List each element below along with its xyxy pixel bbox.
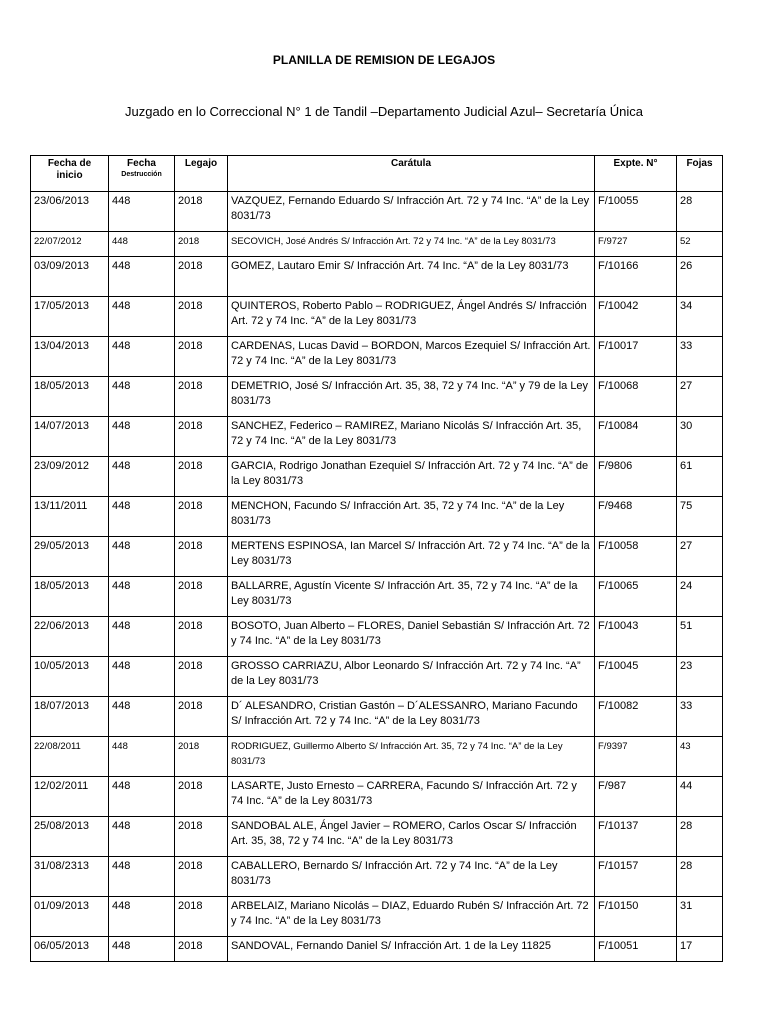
table-row — [31, 232, 723, 257]
table-row — [31, 817, 723, 857]
cell-expte: F/9468 — [595, 497, 677, 537]
cell-caratula: CARDENAS, Lucas David – BORDON, Marcos Ezequiel S/ Infracción Art. 72 y 74 Inc. “A” de la Ley 8031/73 — [228, 337, 595, 377]
header-fecha-destruccion — [109, 156, 175, 192]
table-row — [31, 257, 723, 297]
cell-legajo: 2018 — [175, 817, 228, 857]
cell-fecha-inicio: 25/08/2013 — [31, 817, 109, 857]
cell-legajo: 2018 — [175, 232, 228, 257]
cell-caratula: LASARTE, Justo Ernesto – CARRERA, Facundo S/ Infracción Art. 72 y 74 Inc. “A” de la Ley 8031/73 — [228, 777, 595, 817]
cell-destruccion: 448 — [109, 537, 175, 577]
cell-fojas: 28 — [677, 192, 723, 232]
cell-fecha-inicio: 14/07/2013 — [31, 417, 109, 457]
cell-caratula: MENCHON, Facundo S/ Infracción Art. 35, 72 y 74 Inc. “A” de la Ley 8031/73 — [228, 497, 595, 537]
cell-fecha-inicio: 01/09/2013 — [31, 897, 109, 937]
cell-expte: F/10082 — [595, 697, 677, 737]
cell-fojas: 52 — [677, 232, 723, 257]
table-row — [31, 457, 723, 497]
cell-fojas: 17 — [677, 937, 723, 962]
cell-expte: F/10051 — [595, 937, 677, 962]
cell-expte: F/9727 — [595, 232, 677, 257]
cell-expte: F/10084 — [595, 417, 677, 457]
cell-legajo: 2018 — [175, 657, 228, 697]
cell-fecha-inicio: 13/04/2013 — [31, 337, 109, 377]
cell-expte: F/10043 — [595, 617, 677, 657]
cell-destruccion: 448 — [109, 457, 175, 497]
cell-legajo: 2018 — [175, 417, 228, 457]
cell-caratula: SANCHEZ, Federico – RAMIREZ, Mariano Nicolás S/ Infracción Art. 35, 72 y 74 Inc. “A” de la Ley 8031/73 — [228, 417, 595, 457]
cell-fojas: 33 — [677, 337, 723, 377]
cell-destruccion: 448 — [109, 897, 175, 937]
cell-legajo: 2018 — [175, 192, 228, 232]
cell-destruccion: 448 — [109, 297, 175, 337]
cell-fecha-inicio: 13/11/2011 — [31, 497, 109, 537]
cell-legajo: 2018 — [175, 337, 228, 377]
cell-fecha-inicio: 18/07/2013 — [31, 697, 109, 737]
cell-fecha-inicio: 22/08/2011 — [31, 737, 109, 777]
cell-caratula: GARCIA, Rodrigo Jonathan Ezequiel S/ Infracción Art. 72 y 74 Inc. “A” de la Ley 8031/73 — [228, 457, 595, 497]
cell-destruccion: 448 — [109, 417, 175, 457]
table-row — [31, 497, 723, 537]
table-row — [31, 337, 723, 377]
cell-legajo: 2018 — [175, 577, 228, 617]
cell-expte: F/10042 — [595, 297, 677, 337]
cell-fecha-inicio: 31/08/2313 — [31, 857, 109, 897]
cell-expte: F/9806 — [595, 457, 677, 497]
cell-legajo: 2018 — [175, 257, 228, 297]
page-subtitle: Juzgado en lo Correccional N° 1 de Tandil –Departamento Judicial Azul– Secretaría Única — [124, 104, 644, 119]
table-row — [31, 937, 723, 962]
cell-expte: F/987 — [595, 777, 677, 817]
table-body — [31, 192, 723, 962]
cell-fojas: 26 — [677, 257, 723, 297]
cell-caratula: GOMEZ, Lautaro Emir S/ Infracción Art. 74 Inc. “A” de la Ley 8031/73 — [228, 257, 595, 297]
cell-fojas: 51 — [677, 617, 723, 657]
cell-destruccion: 448 — [109, 817, 175, 857]
cell-fojas: 28 — [677, 817, 723, 857]
cell-destruccion: 448 — [109, 857, 175, 897]
cell-fecha-inicio: 22/07/2012 — [31, 232, 109, 257]
cell-destruccion: 448 — [109, 377, 175, 417]
cell-expte: F/10150 — [595, 897, 677, 937]
cell-expte: F/10166 — [595, 257, 677, 297]
cell-fecha-inicio: 18/05/2013 — [31, 577, 109, 617]
cell-fecha-inicio: 10/05/2013 — [31, 657, 109, 697]
cell-destruccion: 448 — [109, 777, 175, 817]
cell-fojas: 34 — [677, 297, 723, 337]
cell-expte: F/10157 — [595, 857, 677, 897]
cell-fecha-inicio: 03/09/2013 — [31, 257, 109, 297]
cell-legajo: 2018 — [175, 697, 228, 737]
cell-destruccion: 448 — [109, 497, 175, 537]
cell-legajo: 2018 — [175, 537, 228, 577]
table-row — [31, 297, 723, 337]
cell-expte: F/10137 — [595, 817, 677, 857]
cell-fojas: 31 — [677, 897, 723, 937]
page-title: PLANILLA DE REMISION DE LEGAJOS — [272, 53, 496, 67]
table-row — [31, 377, 723, 417]
cell-caratula: SECOVICH, José Andrés S/ Infracción Art. 72 y 74 Inc. “A” de la Ley 8031/73 — [228, 232, 595, 257]
cell-fecha-inicio: 23/09/2012 — [31, 457, 109, 497]
cell-legajo: 2018 — [175, 457, 228, 497]
header-fecha-label: Fecha — [127, 158, 156, 169]
table-row — [31, 657, 723, 697]
cell-fecha-inicio: 22/06/2013 — [31, 617, 109, 657]
cell-fojas: 28 — [677, 857, 723, 897]
header-caratula: Carátula — [228, 156, 595, 192]
cell-expte: F/10068 — [595, 377, 677, 417]
cell-destruccion: 448 — [109, 192, 175, 232]
cell-expte: F/10055 — [595, 192, 677, 232]
table-row — [31, 577, 723, 617]
cell-destruccion: 448 — [109, 697, 175, 737]
table-row — [31, 617, 723, 657]
cell-expte: F/10045 — [595, 657, 677, 697]
cell-caratula: MERTENS ESPINOSA, Ian Marcel S/ Infracción Art. 72 y 74 Inc. “A” de la Ley 8031/73 — [228, 537, 595, 577]
cell-caratula: GROSSO CARRIAZU, Albor Leonardo S/ Infracción Art. 72 y 74 Inc. “A” de la Ley 8031/73 — [228, 657, 595, 697]
cell-legajo: 2018 — [175, 497, 228, 537]
header-fecha-inicio: Fecha de inicio — [31, 156, 109, 192]
legajos-table — [30, 155, 723, 962]
cell-legajo: 2018 — [175, 737, 228, 777]
cell-fojas: 61 — [677, 457, 723, 497]
header-legajo: Legajo — [175, 156, 228, 192]
cell-caratula: D´ ALESANDRO, Cristian Gastón – D´ALESSANRO, Mariano Facundo S/ Infracción Art. 72 y 74 Inc. “A” de la Ley 8031/73 — [228, 697, 595, 737]
table-row — [31, 857, 723, 897]
cell-expte: F/10058 — [595, 537, 677, 577]
cell-destruccion: 448 — [109, 577, 175, 617]
cell-fojas: 33 — [677, 697, 723, 737]
cell-caratula: SANDOBAL ALE, Ángel Javier – ROMERO, Carlos Oscar S/ Infracción Art. 35, 38, 72 y 74 Inc. “A” de la Ley 8031/73 — [228, 817, 595, 857]
header-expte: Expte. N° — [595, 156, 677, 192]
header-fojas: Fojas — [677, 156, 723, 192]
cell-fojas: 23 — [677, 657, 723, 697]
cell-destruccion: 448 — [109, 937, 175, 962]
table-row — [31, 697, 723, 737]
cell-caratula: BALLARRE, Agustín Vicente S/ Infracción Art. 35, 72 y 74 Inc. “A” de la Ley 8031/73 — [228, 577, 595, 617]
cell-destruccion: 448 — [109, 737, 175, 777]
cell-fojas: 30 — [677, 417, 723, 457]
cell-fojas: 27 — [677, 377, 723, 417]
cell-expte: F/10017 — [595, 337, 677, 377]
cell-caratula: DEMETRIO, José S/ Infracción Art. 35, 38, 72 y 74 Inc. “A” y 79 de la Ley 8031/73 — [228, 377, 595, 417]
cell-caratula: CABALLERO, Bernardo S/ Infracción Art. 72 y 74 Inc. “A” de la Ley 8031/73 — [228, 857, 595, 897]
cell-fojas: 43 — [677, 737, 723, 777]
table-row — [31, 897, 723, 937]
cell-legajo: 2018 — [175, 377, 228, 417]
cell-destruccion: 448 — [109, 337, 175, 377]
cell-caratula: SANDOVAL, Fernando Daniel S/ Infracción Art. 1 de la Ley 11825 — [228, 937, 595, 962]
cell-fojas: 24 — [677, 577, 723, 617]
cell-fojas: 75 — [677, 497, 723, 537]
cell-legajo: 2018 — [175, 857, 228, 897]
cell-fecha-inicio: 06/05/2013 — [31, 937, 109, 962]
cell-fecha-inicio: 29/05/2013 — [31, 537, 109, 577]
header-destruccion-label: Destrucción — [121, 171, 162, 178]
table-header-row — [31, 156, 723, 192]
table-row — [31, 537, 723, 577]
table-row — [31, 737, 723, 777]
cell-destruccion: 448 — [109, 657, 175, 697]
cell-fojas: 44 — [677, 777, 723, 817]
table-row — [31, 417, 723, 457]
cell-fojas: 27 — [677, 537, 723, 577]
cell-legajo: 2018 — [175, 897, 228, 937]
cell-caratula: QUINTEROS, Roberto Pablo – RODRIGUEZ, Ángel Andrés S/ Infracción Art. 72 y 74 Inc. “A” de la Ley 8031/73 — [228, 297, 595, 337]
cell-legajo: 2018 — [175, 777, 228, 817]
cell-legajo: 2018 — [175, 617, 228, 657]
cell-caratula: VAZQUEZ, Fernando Eduardo S/ Infracción Art. 72 y 74 Inc. “A” de la Ley 8031/73 — [228, 192, 595, 232]
cell-caratula: RODRIGUEZ, Guillermo Alberto S/ Infracción Art. 35, 72 y 74 Inc. “A” de la Ley 8031/73 — [228, 737, 595, 777]
cell-fecha-inicio: 18/05/2013 — [31, 377, 109, 417]
cell-fecha-inicio: 12/02/2011 — [31, 777, 109, 817]
cell-caratula: BOSOTO, Juan Alberto – FLORES, Daniel Sebastián S/ Infracción Art. 72 y 74 Inc. “A” de la Ley 8031/73 — [228, 617, 595, 657]
table-row — [31, 777, 723, 817]
cell-legajo: 2018 — [175, 937, 228, 962]
cell-expte: F/10065 — [595, 577, 677, 617]
cell-expte: F/9397 — [595, 737, 677, 777]
cell-destruccion: 448 — [109, 257, 175, 297]
cell-legajo: 2018 — [175, 297, 228, 337]
cell-destruccion: 448 — [109, 232, 175, 257]
cell-fecha-inicio: 23/06/2013 — [31, 192, 109, 232]
cell-fecha-inicio: 17/05/2013 — [31, 297, 109, 337]
table-row — [31, 192, 723, 232]
cell-caratula: ARBELAIZ, Mariano Nicolás – DIAZ, Eduardo Rubén S/ Infracción Art. 72 y 74 Inc. “A” de la Ley 8031/73 — [228, 897, 595, 937]
cell-destruccion: 448 — [109, 617, 175, 657]
